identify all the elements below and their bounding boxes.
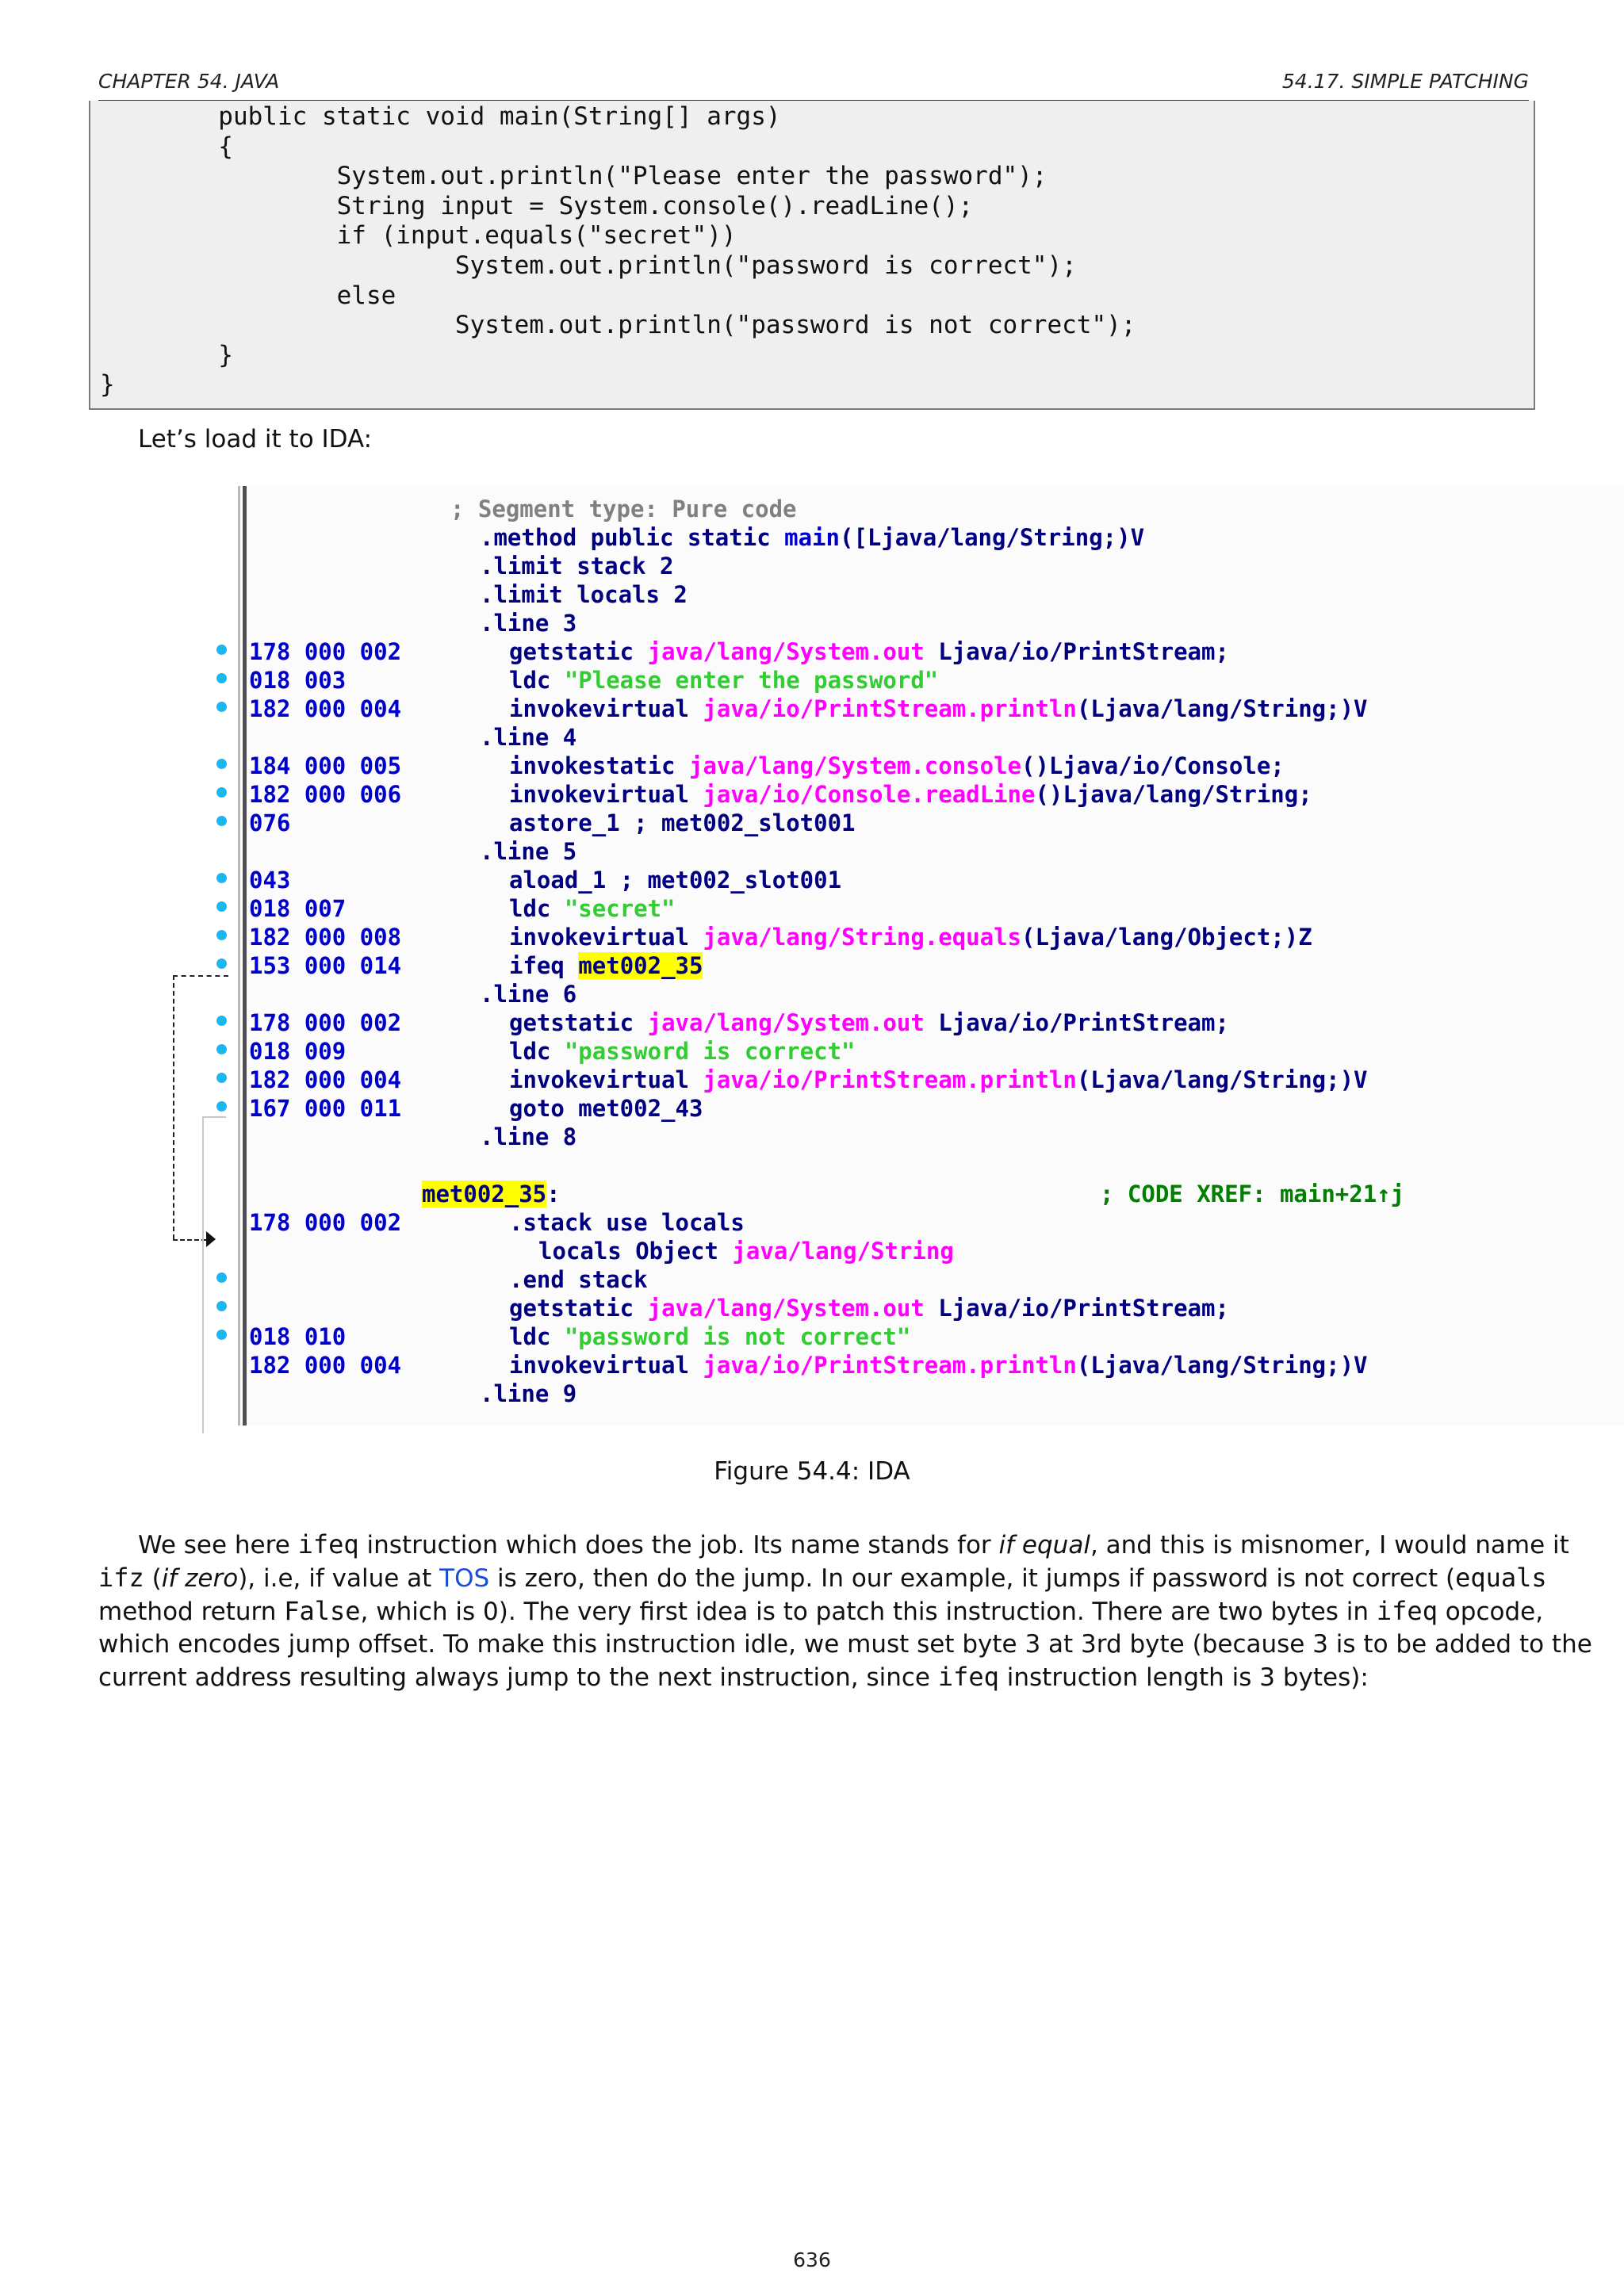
mnemonic: invokestatic bbox=[509, 752, 689, 779]
ida-row[interactable] bbox=[167, 638, 1624, 667]
opcode-bytes: 182 000 004 bbox=[249, 695, 402, 722]
symbol-ref[interactable]: java/io/PrintStream.println bbox=[703, 695, 1077, 722]
breakpoint-dot-icon[interactable] bbox=[216, 1073, 227, 1083]
ida-row[interactable] bbox=[167, 1066, 1624, 1095]
symbol-ref[interactable]: java/lang/String.equals bbox=[703, 924, 1022, 951]
operand-type: (Ljava/lang/String;)V bbox=[1076, 1352, 1368, 1379]
ida-row[interactable] bbox=[167, 809, 1624, 838]
breakpoint-dot-icon[interactable] bbox=[216, 959, 227, 969]
instruction bbox=[509, 895, 676, 922]
symbol-ref[interactable]: java/io/PrintStream.println bbox=[703, 1352, 1077, 1379]
segment-comment: ; Segment type: Pure code bbox=[450, 496, 797, 522]
ida-row[interactable] bbox=[167, 752, 1624, 781]
opcode-bytes: 182 000 006 bbox=[249, 781, 402, 808]
mnemonic: invokevirtual bbox=[509, 924, 703, 951]
text-run: ( bbox=[144, 1564, 162, 1593]
label-colon: : bbox=[546, 1181, 561, 1207]
breakpoint-dot-icon[interactable] bbox=[216, 1044, 227, 1054]
ida-row[interactable] bbox=[167, 781, 1624, 809]
ida-row[interactable] bbox=[167, 1209, 1624, 1238]
code-line: else bbox=[100, 281, 396, 310]
symbol-ref[interactable]: java/lang/System.out bbox=[647, 638, 925, 665]
operand-type: Ljava/io/PrintStream; bbox=[924, 638, 1229, 665]
text-run: current address resulting always jump to the next instruction, since bbox=[98, 1663, 938, 1692]
symbol-ref[interactable]: java/lang/System.console bbox=[688, 752, 1022, 779]
string-literal: "password is correct" bbox=[564, 1038, 856, 1065]
string-literal: "secret" bbox=[564, 895, 676, 922]
symbol-ref[interactable]: java/lang/String bbox=[732, 1238, 954, 1265]
instruction bbox=[509, 952, 703, 979]
breakpoint-dot-icon[interactable] bbox=[216, 702, 227, 712]
breakpoint-dot-icon[interactable] bbox=[216, 1101, 227, 1112]
breakpoint-dot-icon[interactable] bbox=[216, 759, 227, 769]
inline-code: ifeq bbox=[297, 1529, 359, 1559]
section-title: 54.17. SIMPLE PATCHING bbox=[1281, 70, 1529, 93]
figure-caption: Figure 54.4: IDA bbox=[714, 1457, 910, 1486]
code-line: } bbox=[100, 370, 115, 400]
ida-row[interactable] bbox=[167, 1238, 1624, 1266]
opcode-bytes: 182 000 004 bbox=[249, 1066, 402, 1093]
code-xref-comment[interactable]: ; CODE XREF: main+21↑j bbox=[1100, 1181, 1405, 1207]
instruction bbox=[509, 752, 1285, 779]
mnemonic: invokevirtual bbox=[509, 781, 703, 808]
operand-type: ()Ljava/lang/String; bbox=[1035, 781, 1312, 808]
ida-row[interactable] bbox=[167, 553, 1624, 581]
inline-code: ifeq bbox=[937, 1662, 999, 1692]
opcode-bytes: 182 000 004 bbox=[249, 1352, 402, 1379]
instruction bbox=[509, 1323, 910, 1350]
line-directive: .line 4 bbox=[480, 724, 577, 751]
instruction: astore_1 ; met002_slot001 bbox=[509, 809, 856, 836]
instruction bbox=[509, 1352, 1368, 1379]
breakpoint-dot-icon[interactable] bbox=[216, 673, 227, 683]
operand-type: Ljava/io/PrintStream; bbox=[924, 1295, 1229, 1322]
instruction bbox=[509, 638, 1229, 665]
ida-row[interactable] bbox=[167, 952, 1624, 981]
opcode-bytes: 182 000 008 bbox=[249, 924, 402, 951]
paragraph-line bbox=[98, 1661, 1529, 1694]
locals-keyword: locals Object bbox=[538, 1238, 733, 1265]
ida-row[interactable] bbox=[167, 1123, 1624, 1152]
mnemonic: invokevirtual bbox=[509, 1066, 703, 1093]
ida-row[interactable] bbox=[167, 1380, 1624, 1409]
ida-row[interactable] bbox=[167, 895, 1624, 924]
ida-row[interactable] bbox=[167, 1038, 1624, 1066]
instruction bbox=[509, 1009, 1229, 1036]
instruction bbox=[509, 781, 1312, 808]
ida-row[interactable] bbox=[167, 695, 1624, 724]
chapter-title: CHAPTER 54. JAVA bbox=[98, 70, 280, 93]
code-line: } bbox=[100, 340, 233, 369]
jump-target-ref[interactable]: met002_35 bbox=[578, 952, 703, 979]
ida-disassembly-view bbox=[167, 486, 1624, 1425]
locals-directive bbox=[538, 1238, 954, 1265]
java-source-listing bbox=[89, 101, 1535, 410]
code-label bbox=[422, 1181, 561, 1207]
line-directive: .line 3 bbox=[480, 610, 577, 637]
opcode-bytes: 167 000 011 bbox=[249, 1095, 402, 1122]
opcode-bytes: 018 010 bbox=[249, 1323, 347, 1350]
ida-row[interactable] bbox=[167, 524, 1624, 553]
ida-row[interactable] bbox=[167, 610, 1624, 638]
line-directive: .line 9 bbox=[480, 1380, 577, 1407]
instruction bbox=[509, 1295, 1229, 1322]
lead-sentence: Let’s load it to IDA: bbox=[138, 425, 373, 453]
ida-row[interactable] bbox=[167, 838, 1624, 867]
method-name: main bbox=[784, 524, 840, 551]
code-line: public static void main(String[] args) bbox=[100, 102, 781, 131]
code-line: { bbox=[100, 132, 233, 161]
paragraph-line bbox=[98, 1595, 1544, 1628]
paragraph-line bbox=[98, 1562, 1547, 1595]
breakpoint-dot-icon[interactable] bbox=[216, 901, 227, 912]
ida-row[interactable] bbox=[167, 981, 1624, 1009]
ida-row[interactable] bbox=[167, 1009, 1624, 1038]
emphasis: if equal bbox=[998, 1531, 1090, 1559]
instruction: .stack use locals bbox=[509, 1209, 745, 1236]
mnemonic: ldc bbox=[509, 1323, 565, 1350]
opcode-bytes: 178 000 002 bbox=[249, 1009, 402, 1036]
ida-row[interactable] bbox=[167, 1295, 1624, 1323]
code-line: System.out.println("password is correct"); bbox=[100, 251, 1077, 280]
inline-code: False bbox=[284, 1596, 361, 1626]
code-line: String input = System.console().readLine(); bbox=[100, 191, 974, 220]
mnemonic: getstatic bbox=[509, 1009, 648, 1036]
instruction bbox=[509, 695, 1368, 722]
running-header bbox=[98, 70, 1529, 101]
opcode-bytes: 184 000 005 bbox=[249, 752, 402, 779]
breakpoint-dot-icon[interactable] bbox=[216, 1330, 227, 1340]
instruction: aload_1 ; met002_slot001 bbox=[509, 867, 842, 894]
string-literal: "password is not correct" bbox=[564, 1323, 911, 1350]
breakpoint-dot-icon[interactable] bbox=[216, 930, 227, 940]
instruction bbox=[509, 667, 938, 694]
code-line: System.out.println("password is not correct"); bbox=[100, 311, 1136, 340]
opcode-bytes: 153 000 014 bbox=[249, 952, 402, 979]
text-run: is zero, then do the jump. In our example, it jumps if password is not correct ( bbox=[489, 1564, 1456, 1593]
paragraph-line bbox=[98, 1529, 1569, 1562]
line-directive: .line 8 bbox=[480, 1123, 577, 1150]
body-paragraph bbox=[98, 1529, 1592, 1694]
ida-row[interactable] bbox=[167, 1266, 1624, 1295]
symbol-ref[interactable]: java/io/PrintStream.println bbox=[703, 1066, 1077, 1093]
breakpoint-dot-icon[interactable] bbox=[216, 1016, 227, 1026]
ida-row[interactable] bbox=[167, 867, 1624, 895]
limit-stack: .limit stack 2 bbox=[480, 553, 674, 580]
opcode-bytes: 018 009 bbox=[249, 1038, 347, 1065]
instruction: goto met002_43 bbox=[509, 1095, 703, 1122]
breakpoint-dot-icon[interactable] bbox=[216, 1301, 227, 1311]
text-run: ), i.e, if value at bbox=[238, 1564, 440, 1593]
instruction bbox=[509, 1038, 856, 1065]
label-name[interactable]: met002_35 bbox=[422, 1181, 547, 1207]
method-keywords: .method public static bbox=[480, 524, 785, 551]
operand-type: ()Ljava/io/Console; bbox=[1021, 752, 1285, 779]
mnemonic: getstatic bbox=[509, 1295, 648, 1322]
ida-row[interactable] bbox=[167, 581, 1624, 610]
opcode-bytes: 018 007 bbox=[249, 895, 347, 922]
opcode-bytes: 018 003 bbox=[249, 667, 347, 694]
text-run: , and this is misnomer, I would name it bbox=[1090, 1531, 1569, 1559]
opcode-bytes: 076 bbox=[249, 809, 291, 836]
inline-code: ifeq bbox=[1376, 1596, 1438, 1626]
text-run: , which is 0). The very first idea is to patch this instruction. There are two bytes in bbox=[360, 1598, 1377, 1626]
code-line: System.out.println("Please enter the password"); bbox=[100, 162, 1048, 191]
glossary-link[interactable]: TOS bbox=[439, 1564, 490, 1593]
ida-row[interactable] bbox=[167, 1181, 1624, 1209]
instruction bbox=[509, 924, 1312, 951]
text-run: instruction which does the job. Its name stands for bbox=[358, 1531, 999, 1559]
breakpoint-dot-icon[interactable] bbox=[216, 873, 227, 883]
mnemonic: ifeq bbox=[509, 952, 579, 979]
code-block bbox=[100, 102, 1136, 400]
inline-code: ifz bbox=[98, 1563, 144, 1593]
string-literal: "Please enter the password" bbox=[564, 667, 939, 694]
opcode-bytes: 178 000 002 bbox=[249, 638, 402, 665]
mnemonic: ldc bbox=[509, 1038, 565, 1065]
mnemonic: getstatic bbox=[509, 638, 648, 665]
breakpoint-dot-icon[interactable] bbox=[216, 1272, 227, 1283]
mnemonic: ldc bbox=[509, 895, 565, 922]
symbol-ref[interactable]: java/lang/System.out bbox=[647, 1009, 925, 1036]
line-directive: .line 5 bbox=[480, 838, 577, 865]
operand-type: (Ljava/lang/String;)V bbox=[1076, 695, 1368, 722]
mnemonic: invokevirtual bbox=[509, 695, 703, 722]
ida-row[interactable] bbox=[167, 1323, 1624, 1352]
ida-row[interactable] bbox=[167, 1352, 1624, 1380]
text-run: opcode, bbox=[1437, 1598, 1544, 1626]
operand-type: (Ljava/lang/Object;)Z bbox=[1021, 924, 1312, 951]
ida-row[interactable] bbox=[167, 496, 1624, 524]
breakpoint-dot-icon[interactable] bbox=[216, 645, 227, 655]
ida-row[interactable] bbox=[167, 667, 1624, 695]
limit-locals: .limit locals 2 bbox=[480, 581, 688, 608]
inline-code: equals bbox=[1455, 1563, 1547, 1593]
method-signature: ([Ljava/lang/String;)V bbox=[839, 524, 1145, 551]
text-run: method return bbox=[98, 1598, 285, 1626]
symbol-ref[interactable]: java/io/Console.readLine bbox=[703, 781, 1036, 808]
ida-row[interactable] bbox=[167, 1095, 1624, 1123]
opcode-bytes: 178 000 002 bbox=[249, 1209, 402, 1236]
end-stack-directive: .end stack bbox=[509, 1266, 648, 1293]
page-number: 636 bbox=[793, 2248, 831, 2271]
ida-row[interactable] bbox=[167, 724, 1624, 752]
text-run: We see here bbox=[138, 1531, 298, 1559]
symbol-ref[interactable]: java/lang/System.out bbox=[647, 1295, 925, 1322]
breakpoint-dot-icon[interactable] bbox=[216, 787, 227, 798]
instruction bbox=[509, 1066, 1368, 1093]
text-run: instruction length is 3 bytes): bbox=[998, 1663, 1369, 1692]
code-line: if (input.equals("secret")) bbox=[100, 221, 737, 251]
operand-type: (Ljava/lang/String;)V bbox=[1076, 1066, 1368, 1093]
mnemonic: ldc bbox=[509, 667, 565, 694]
method-directive bbox=[480, 524, 1144, 551]
operand-type: Ljava/io/PrintStream; bbox=[924, 1009, 1229, 1036]
paragraph-line: which encodes jump offset. To make this instruction idle, we must set byte 3 at 3rd byte (because 3 is to be added to the bbox=[98, 1630, 1592, 1659]
ida-row[interactable] bbox=[167, 924, 1624, 952]
breakpoint-dot-icon[interactable] bbox=[216, 816, 227, 826]
mnemonic: invokevirtual bbox=[509, 1352, 703, 1379]
emphasis: if zero bbox=[161, 1564, 239, 1593]
opcode-bytes: 043 bbox=[249, 867, 291, 894]
line-directive: .line 6 bbox=[480, 981, 577, 1008]
